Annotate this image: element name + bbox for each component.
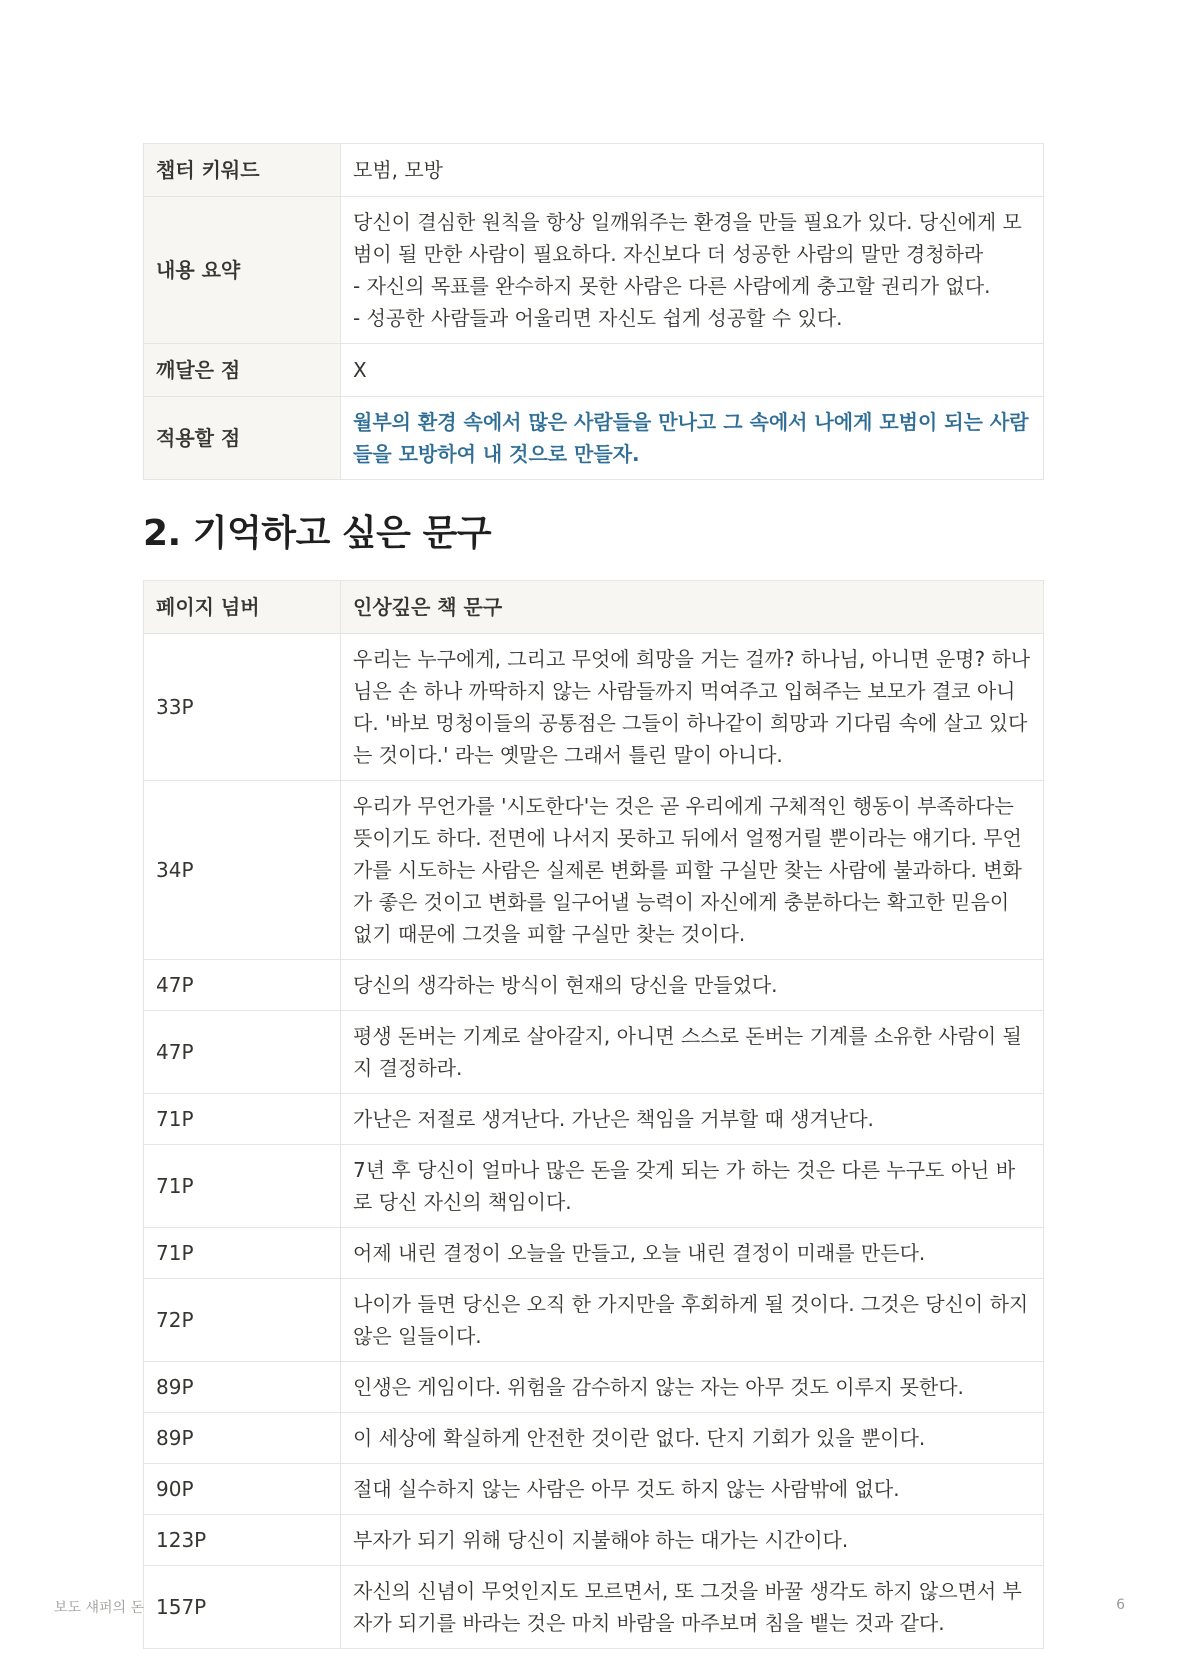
row-key: 적용할 점	[144, 397, 341, 480]
row-value	[341, 197, 1044, 344]
page-number: 71P	[144, 1094, 341, 1145]
page-number: 157P	[144, 1566, 341, 1649]
row-key: 깨달은 점	[144, 344, 341, 397]
row-value: X	[341, 344, 1044, 397]
quote-text: 자신의 신념이 무엇인지도 모르면서, 또 그것을 바꿀 생각도 하지 않으면서 부자가 되기를 바라는 것은 마치 바람을 마주보며 침을 뱉는 것과 같다.	[341, 1566, 1044, 1649]
quote-text: 이 세상에 확실하게 안전한 것이란 없다. 단지 기회가 있을 뿐이다.	[341, 1413, 1044, 1464]
summary-line: 당신이 결심한 원칙을 항상 일깨워주는 환경을 만들 필요가 있다. 당신에게 모범이 될 만한 사람이 필요하다. 자신보다 더 성공한 사람의 말만 경청하라	[353, 210, 1022, 266]
table-header-row	[144, 581, 1044, 634]
page-content	[143, 143, 1043, 1649]
page-number: 123P	[144, 1515, 341, 1566]
table-row	[144, 1228, 1044, 1279]
table-row	[144, 1094, 1044, 1145]
header-page-number: 페이지 넘버	[144, 581, 341, 634]
page-number: 89P	[144, 1413, 341, 1464]
quote-text: 나이가 들면 당신은 오직 한 가지만을 후회하게 될 것이다. 그것은 당신이 하지 않은 일들이다.	[341, 1279, 1044, 1362]
table-row	[144, 781, 1044, 960]
chapter-summary-table	[143, 143, 1044, 480]
quotes-table	[143, 580, 1044, 1649]
quote-text: 우리가 무언가를 '시도한다'는 것은 곧 우리에게 구체적인 행동이 부족하다는 뜻이기도 하다. 전면에 나서지 못하고 뒤에서 얼쩡거릴 뿐이라는 얘기다. 무언가를 시도하는 사람은 실제론 변화를 피할 구실만 찾는 사람에 불과하다. 변화가 좋은 것이고 변화를 일구어낼 능력이 자신에게 충분하다는 확고한 믿음이 없기 때문에 그것을 피할 구실만 찾는 것이다.	[341, 781, 1044, 960]
quote-text: 절대 실수하지 않는 사람은 아무 것도 하지 않는 사람밖에 없다.	[341, 1464, 1044, 1515]
table-row-summary	[144, 197, 1044, 344]
table-row	[144, 1145, 1044, 1228]
table-row	[144, 1413, 1044, 1464]
row-value-highlight: 월부의 환경 속에서 많은 사람들을 만나고 그 속에서 나에게 모범이 되는 사람들을 모방하여 내 것으로 만들자.	[341, 397, 1044, 480]
page-number: 72P	[144, 1279, 341, 1362]
row-value: 모범, 모방	[341, 144, 1044, 197]
table-row	[144, 1362, 1044, 1413]
table-row	[144, 1464, 1044, 1515]
table-row	[144, 634, 1044, 781]
page-number: 90P	[144, 1464, 341, 1515]
quote-text: 당신의 생각하는 방식이 현재의 당신을 만들었다.	[341, 960, 1044, 1011]
quote-text: 가난은 저절로 생겨난다. 가난은 책임을 거부할 때 생겨난다.	[341, 1094, 1044, 1145]
page-number: 47P	[144, 1011, 341, 1094]
summary-line: - 자신의 목표를 완수하지 못한 사람은 다른 사람에게 충고할 권리가 없다.	[353, 274, 991, 298]
table-row	[144, 960, 1044, 1011]
quote-text: 부자가 되기 위해 당신이 지불해야 하는 대가는 시간이다.	[341, 1515, 1044, 1566]
table-row-realization	[144, 344, 1044, 397]
quote-text: 평생 돈버는 기계로 살아갈지, 아니면 스스로 돈버는 기계를 소유한 사람이 될지 결정하라.	[341, 1011, 1044, 1094]
page-number: 71P	[144, 1145, 341, 1228]
header-quote: 인상깊은 책 문구	[341, 581, 1044, 634]
row-key: 내용 요약	[144, 197, 341, 344]
quote-text: 우리는 누구에게, 그리고 무엇에 희망을 거는 걸까? 하나님, 아니면 운명? 하나님은 손 하나 까딱하지 않는 사람들까지 먹여주고 입혀주는 보모가 결코 아니다. '바보 멍청이들의 공통점은 그들이 하나같이 희망과 기다림 속에 살고 있다는 것이다.' 라는 옛말은 그래서 틀린 말이 아니다.	[341, 634, 1044, 781]
table-row	[144, 1279, 1044, 1362]
page-number: 89P	[144, 1362, 341, 1413]
footer-document-title: 보도 섀퍼의 돈	[54, 1600, 145, 1616]
quote-text: 어제 내린 결정이 오늘을 만들고, 오늘 내린 결정이 미래를 만든다.	[341, 1228, 1044, 1279]
footer-page-number: 6	[1116, 1597, 1125, 1613]
table-row-keyword	[144, 144, 1044, 197]
page-number: 47P	[144, 960, 341, 1011]
table-row	[144, 1515, 1044, 1566]
table-row	[144, 1011, 1044, 1094]
row-key: 챕터 키워드	[144, 144, 341, 197]
section-heading: 2. 기억하고 싶은 문구	[143, 513, 492, 554]
quote-text: 인생은 게임이다. 위험을 감수하지 않는 자는 아무 것도 이루지 못한다.	[341, 1362, 1044, 1413]
table-row-application	[144, 397, 1044, 480]
quote-text: 7년 후 당신이 얼마나 많은 돈을 갖게 되는 가 하는 것은 다른 누구도 아닌 바로 당신 자신의 책임이다.	[341, 1145, 1044, 1228]
table-row	[144, 1566, 1044, 1649]
page-number: 34P	[144, 781, 341, 960]
summary-line: - 성공한 사람들과 어울리면 자신도 쉽게 성공할 수 있다.	[353, 306, 843, 330]
page-number: 71P	[144, 1228, 341, 1279]
page-number: 33P	[144, 634, 341, 781]
